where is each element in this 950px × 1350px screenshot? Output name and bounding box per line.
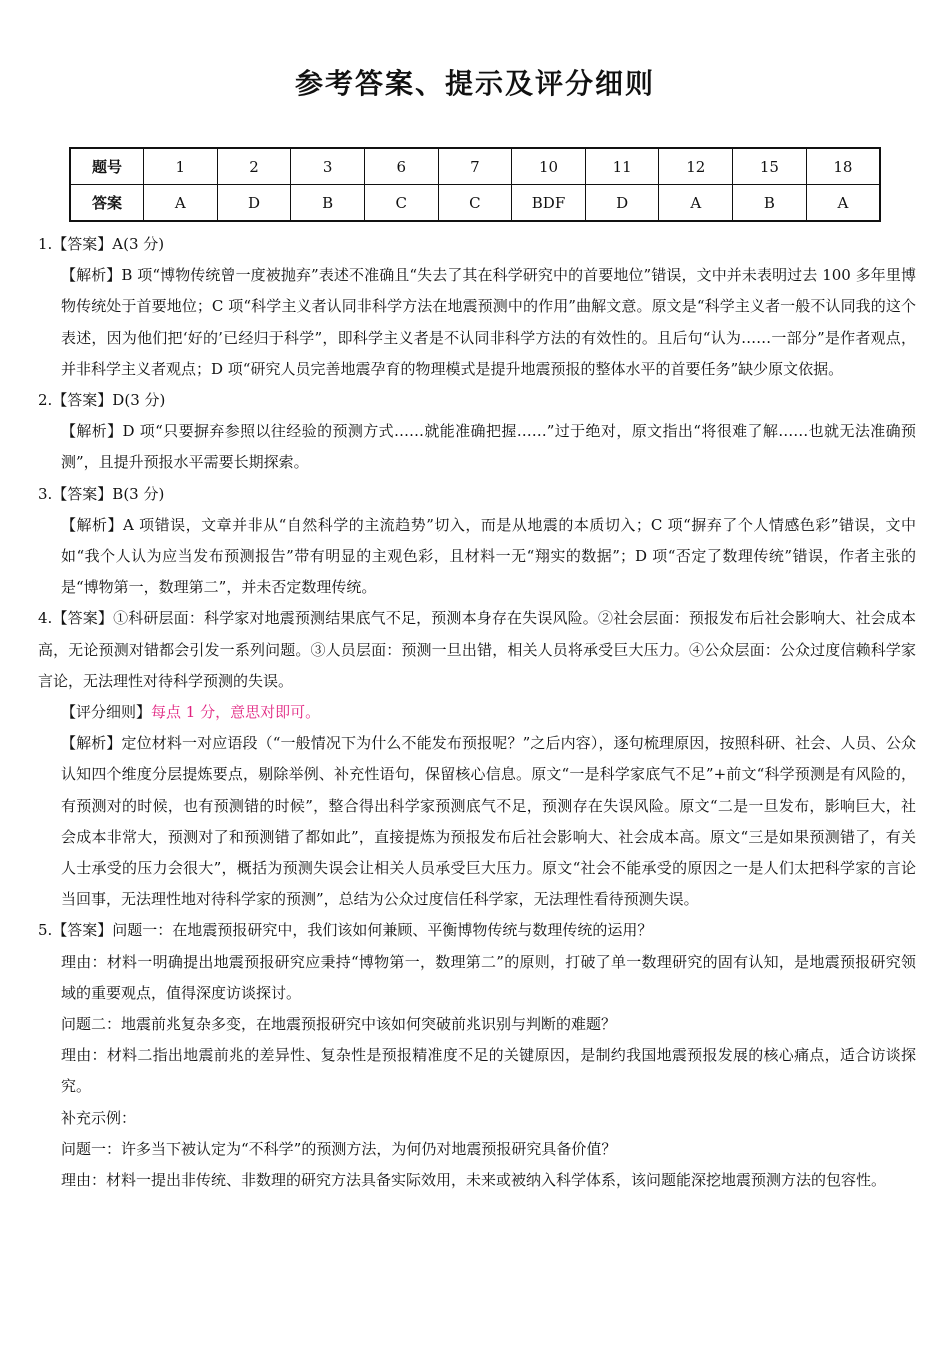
- explanation-paragraph: 问题一：许多当下被认定为“不科学”的预测方法，为何仍对地震预报研究具备价值？: [61, 1139, 617, 1158]
- question-number-cell: 7: [438, 148, 512, 185]
- explanation-paragraph: 补充示例：: [61, 1108, 137, 1127]
- explanation-paragraph: 【解析】D 项“只要摒弃参照以往经验的预测方式……就能准确把握……”过于绝对，原文指出“将很难了解……也就无法准确预测”，且提升预报水平需要长期探索。: [61, 422, 916, 472]
- explanation-paragraph: 【解析】A 项错误，文章并非从“自然科学的主流趋势”切入，而是从地震的本质切入；C 项“摒弃了个人情感色彩”错误，文中如“我个人认为应当发布预测报告”带有明显的主观色彩，且材料一无“翔实的数据”；D 项“否定了数理传统”错误，作者主张的是“博物第一，数理第二”，并未否定数理传统。: [61, 515, 916, 597]
- answer-heading: 4.【答案】①科研层面：科学家对地震预测结果底气不足，预测本身存在失误风险。②社会层面：预报发布后社会影响大、社会成本高，无论预测对错都会引发一系列问题。③人员层面：预测一旦出错，相关人员将承受巨大压力。④公众层面：公众过度信赖科学家言论，无法理性对待科学预测的失误。: [38, 609, 916, 690]
- answer-cell: C: [364, 185, 438, 222]
- answer-cell: B: [291, 185, 365, 222]
- answer-cell: B: [733, 185, 807, 222]
- answer-cell: C: [438, 185, 512, 222]
- explanation-paragraph: 问题二：地震前兆复杂多变，在地震预报研究中该如何突破前兆识别与判断的难题？: [61, 1015, 617, 1034]
- explanation-paragraph: 理由：材料二指出地震前兆的差异性、复杂性是预报精准度不足的关键原因，是制约我国地震预报发展的核心痛点，适合访谈探究。: [61, 1046, 916, 1096]
- answer-cell: BDF: [512, 185, 586, 222]
- answer-heading: 2.【答案】D(3 分): [38, 391, 166, 410]
- answer-cell: A: [806, 185, 880, 222]
- explanation-paragraph: 【解析】定位材料一对应语段（“一般情况下为什么不能发布预报呢？”之后内容），逐句梳理原因，按照科研、社会、人员、公众认知四个维度分层提炼要点，剔除举例、补充性语句，保留核心信息。原文“一是科学家底气不足”+前文“科学预测是有风险的，有预测对的时候，也有预测错的时候”，整合得出科学家预测底气不足，预测存在失误风险。原文“二是一旦发布，影响巨大，社会成本非常大，预测对了和预测错了都如此”，直接提炼为预报发布后社会影响大、社会成本高。原文“三是如果预测错了，有关人士承受的压力会很大”，概括为预测失误会让相关人员承受巨大压力。原文“社会不能承受的原因之一是人们太把科学家的言论当回事，无法理性地对待科学家的预测”，总结为公众过度信任科学家，无法理性看待预测失误。: [61, 734, 916, 909]
- answer-header: 答案: [70, 185, 144, 222]
- question-number-cell: 1: [144, 148, 218, 185]
- answer-heading: 5.【答案】问题一：在地震预报研究中，我们该如何兼顾、平衡博物传统与数理传统的运用？: [38, 921, 653, 940]
- explanation-paragraph: 【解析】B 项“博物传统曾一度被抛弃”表述不准确且“失去了其在科学研究中的首要地位”错误，文中并未表明过去 100 多年里博物传统处于首要地位；C 项“科学主义者认同非科学方法在地震预测中的作用”曲解文意。原文是“科学主义者一般不认同我的这个表述，因为他们把‘好的’已经归于科学”，即科学主义者是不认同非科学方法的有效性的。且后句“认为……一部分”是作者观点，并非科学主义者观点；D 项“研究人员完善地震孕育的物理模式是提升地震预报的整体水平的首要任务”缺少原文依据。: [61, 266, 916, 378]
- page-title: 参考答案、提示及评分细则: [294, 67, 655, 100]
- question-number-cell: 2: [217, 148, 291, 185]
- answer-cell: D: [585, 185, 659, 222]
- answer-cell: A: [144, 185, 218, 222]
- answer-row: [70, 185, 880, 222]
- scoring-rule-note: 每点 1 分，意思对即可。: [151, 703, 321, 722]
- question-number-header: 题号: [70, 148, 144, 185]
- explanation-paragraph: 理由：材料一明确提出地震预报研究应秉持“博物第一，数理第二”的原则，打破了单一数理研究的固有认知，是地震预报研究领域的重要观点，值得深度访谈探讨。: [61, 952, 916, 1002]
- question-number-cell: 10: [512, 148, 586, 185]
- question-number-cell: 11: [585, 148, 659, 185]
- question-number-cell: 18: [806, 148, 880, 185]
- explanation-paragraph: 理由：材料一提出非传统、非数理的研究方法具备实际效用，未来或被纳入科学体系，该问题能深挖地震预测方法的包容性。: [61, 1171, 887, 1190]
- answer-cell: D: [217, 185, 291, 222]
- answer-cell: A: [659, 185, 733, 222]
- scoring-rule-paragraph: [38, 697, 916, 728]
- question-number-cell: 15: [733, 148, 807, 185]
- explanation-content: [38, 229, 916, 1196]
- question-number-cell: 3: [291, 148, 365, 185]
- answer-heading: 3.【答案】B(3 分): [38, 484, 165, 503]
- answer-heading: 1.【答案】A(3 分): [38, 235, 165, 253]
- question-number-cell: 12: [659, 148, 733, 185]
- answer-table: [69, 147, 881, 222]
- scoring-rule-label: 【评分细则】: [61, 703, 152, 722]
- question-number-row: [70, 148, 880, 185]
- question-number-cell: 6: [364, 148, 438, 185]
